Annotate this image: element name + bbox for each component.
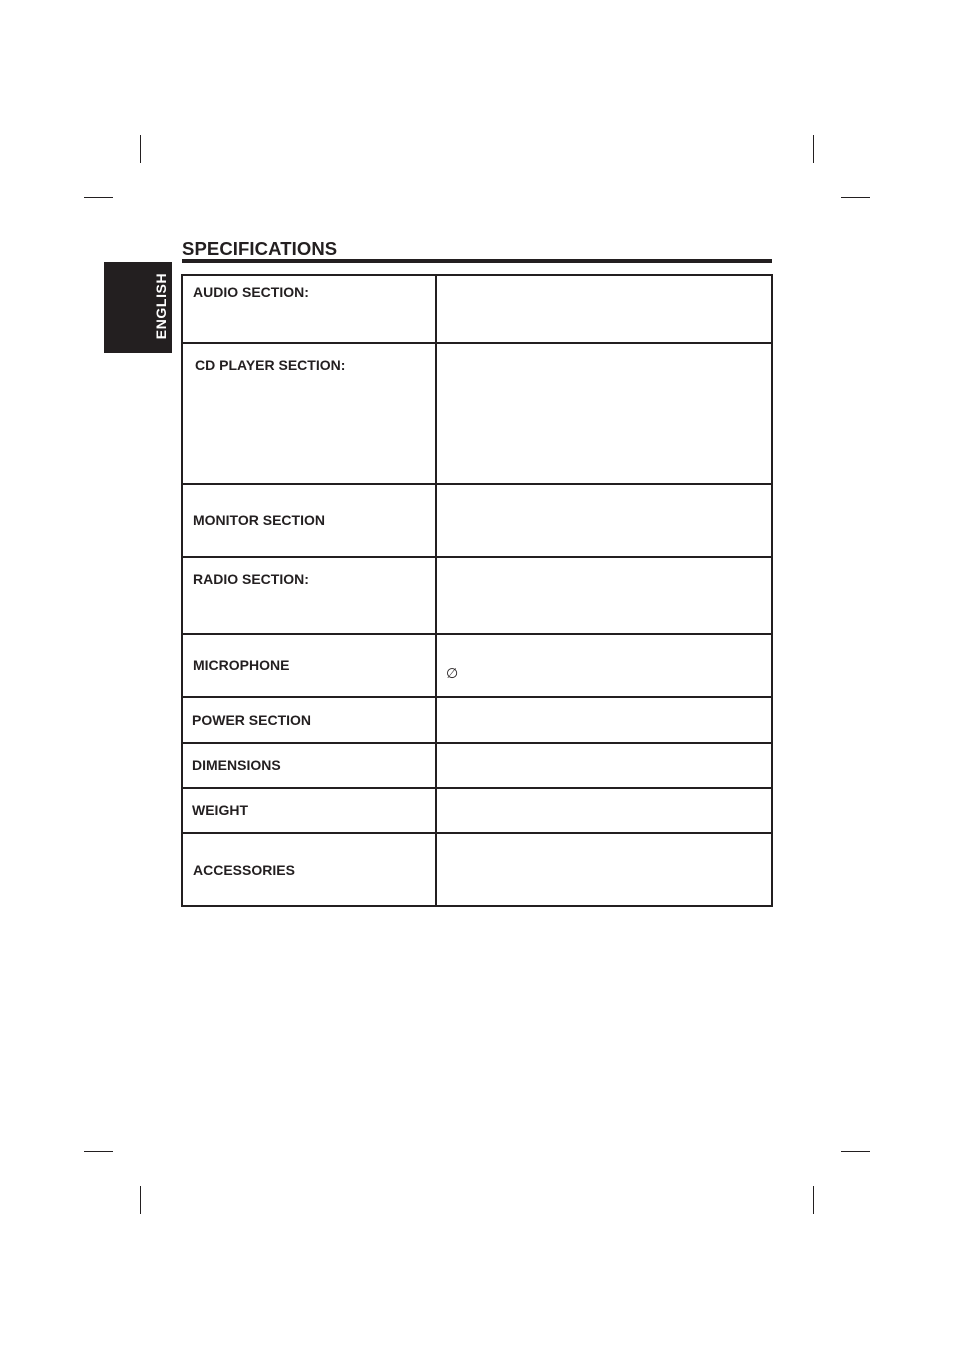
crop-mark-top-right-horizontal <box>841 197 870 198</box>
table-row-divider <box>181 483 773 485</box>
spec-label-power-section: POWER SECTION <box>192 712 312 728</box>
language-tab-label: ENGLISH <box>153 272 169 340</box>
spec-label-cd-player-section: CD PLAYER SECTION: <box>195 357 346 373</box>
table-row-divider <box>181 556 773 558</box>
title-rule <box>182 259 772 263</box>
crop-mark-bottom-left-horizontal <box>84 1151 113 1152</box>
spec-label-dimensions: DIMENSIONS <box>192 757 281 773</box>
spec-label-radio-section: RADIO SECTION: <box>193 571 309 587</box>
spec-label-microphone: MICROPHONE <box>193 657 290 673</box>
spec-label-accessories: ACCESSORIES <box>193 862 295 878</box>
crop-mark-top-right-vertical <box>813 135 814 163</box>
crop-mark-top-left-horizontal <box>84 197 113 198</box>
crop-mark-bottom-right-horizontal <box>841 1151 870 1152</box>
table-row-divider <box>181 342 773 344</box>
crop-mark-bottom-right-vertical <box>813 1186 814 1214</box>
specifications-table <box>181 274 773 907</box>
microphone-diameter-symbol: ∅ <box>446 665 459 681</box>
table-row-divider <box>181 742 773 744</box>
table-row-divider <box>181 696 773 698</box>
table-border-right <box>771 274 773 907</box>
table-border-left <box>181 274 183 907</box>
page-title: SPECIFICATIONS <box>182 238 338 259</box>
table-row-divider <box>181 633 773 635</box>
table-border-bottom <box>181 905 773 907</box>
table-column-divider <box>435 274 437 907</box>
spec-label-monitor-section: MONITOR SECTION <box>193 512 325 528</box>
crop-mark-top-left-vertical <box>140 135 141 163</box>
spec-label-weight: WEIGHT <box>192 802 248 818</box>
table-row-divider <box>181 787 773 789</box>
table-border-top <box>181 274 773 276</box>
crop-mark-bottom-left-vertical <box>140 1186 141 1214</box>
table-row-divider <box>181 832 773 834</box>
spec-label-audio-section: AUDIO SECTION: <box>193 284 309 300</box>
